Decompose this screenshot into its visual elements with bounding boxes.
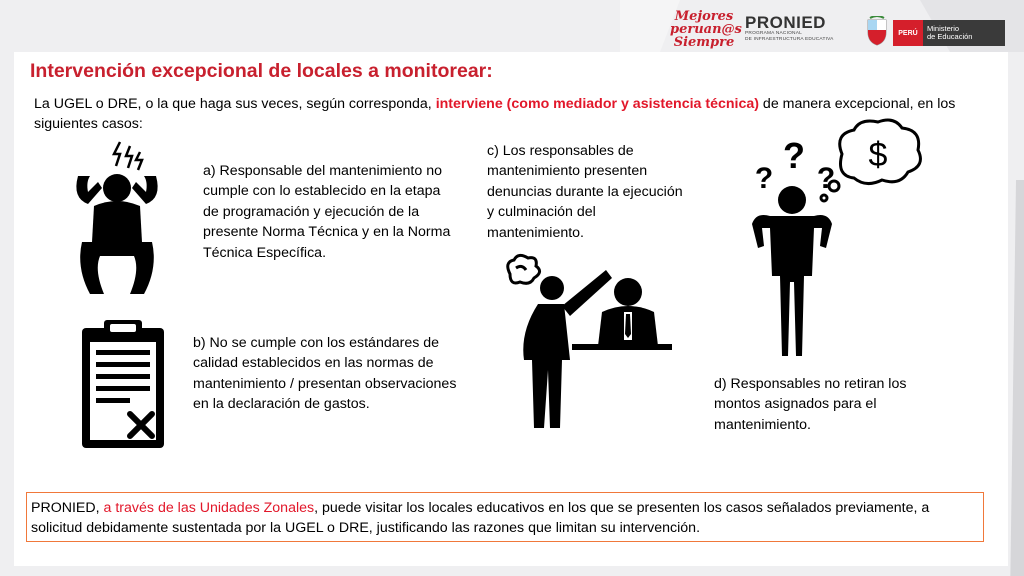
ministry-label <box>923 20 1005 46</box>
case-d-text: d) Responsables no retiran los montos asignados para el mantenimiento. <box>714 376 907 433</box>
brand-slogan-line: peruan@s <box>670 22 742 37</box>
case-a-text: a) Responsable del mantenimiento no cumple con lo establecido en la etapa de programación y ejecución de la presente Norma Técnica y en la Norma Técnica Específica. <box>203 163 451 261</box>
intro-text: La UGEL o DRE, o la que haga sus veces, según corresponda, <box>34 96 436 112</box>
clipboard-reject-icon <box>78 318 168 450</box>
pronied-subtitle-2: DE INFRAESTRUCTURA EDUCATIVA <box>745 37 834 42</box>
footer-highlight: a través de las Unidades Zonales <box>103 500 315 516</box>
peru-label: PERÚ <box>893 20 923 46</box>
right-edge-decoration <box>1006 180 1024 576</box>
intro-highlight: interviene (como mediador y asistencia técnica) <box>435 96 759 112</box>
ministry-line: de Educación <box>927 32 973 41</box>
question-mark: ? <box>754 162 774 195</box>
case-c-text: c) Los responsables de mantenimiento presenten denuncias durante la ejecución y culminación del mantenimiento. <box>487 143 683 241</box>
stressed-person-icon <box>70 138 160 298</box>
question-mark: ? <box>816 162 836 195</box>
slide-title: Intervención excepcional de locales a monitorear: <box>30 60 493 82</box>
dollar-symbol: $ <box>868 136 888 174</box>
brand-slogan-line: Siempre <box>673 35 735 50</box>
pronied-name: PRONIED <box>745 13 826 32</box>
footer-text: PRONIED, <box>31 500 104 516</box>
footer-note <box>26 492 984 542</box>
pronied-subtitle-1: PROGRAMA NACIONAL <box>745 31 802 36</box>
ministry-line: Ministerio <box>927 24 960 33</box>
brand-slogan-line: Mejores <box>674 9 734 24</box>
brand-slogan-logo <box>670 9 742 54</box>
pronied-logo <box>745 14 857 50</box>
question-mark: ? <box>783 135 805 176</box>
footer-text-end: , puede visitar los locales educativos en los que se presenten los casos señalados previamente, a solicitud debidamente sustentada por la UGEL o DRE, justificando las razones que limitan su intervención. <box>31 500 930 536</box>
intro-text-end: de manera excepcional, en los siguientes casos: <box>34 96 956 132</box>
confused-money-person-icon <box>742 116 928 360</box>
coat-of-arms-icon <box>866 16 888 46</box>
case-b-text: b) No se cumple con los estándares de calidad establecidos en las normas de mantenimiento / presentan observaciones en la declaración de gastos. <box>193 335 457 413</box>
complaint-person-icon <box>500 252 676 432</box>
